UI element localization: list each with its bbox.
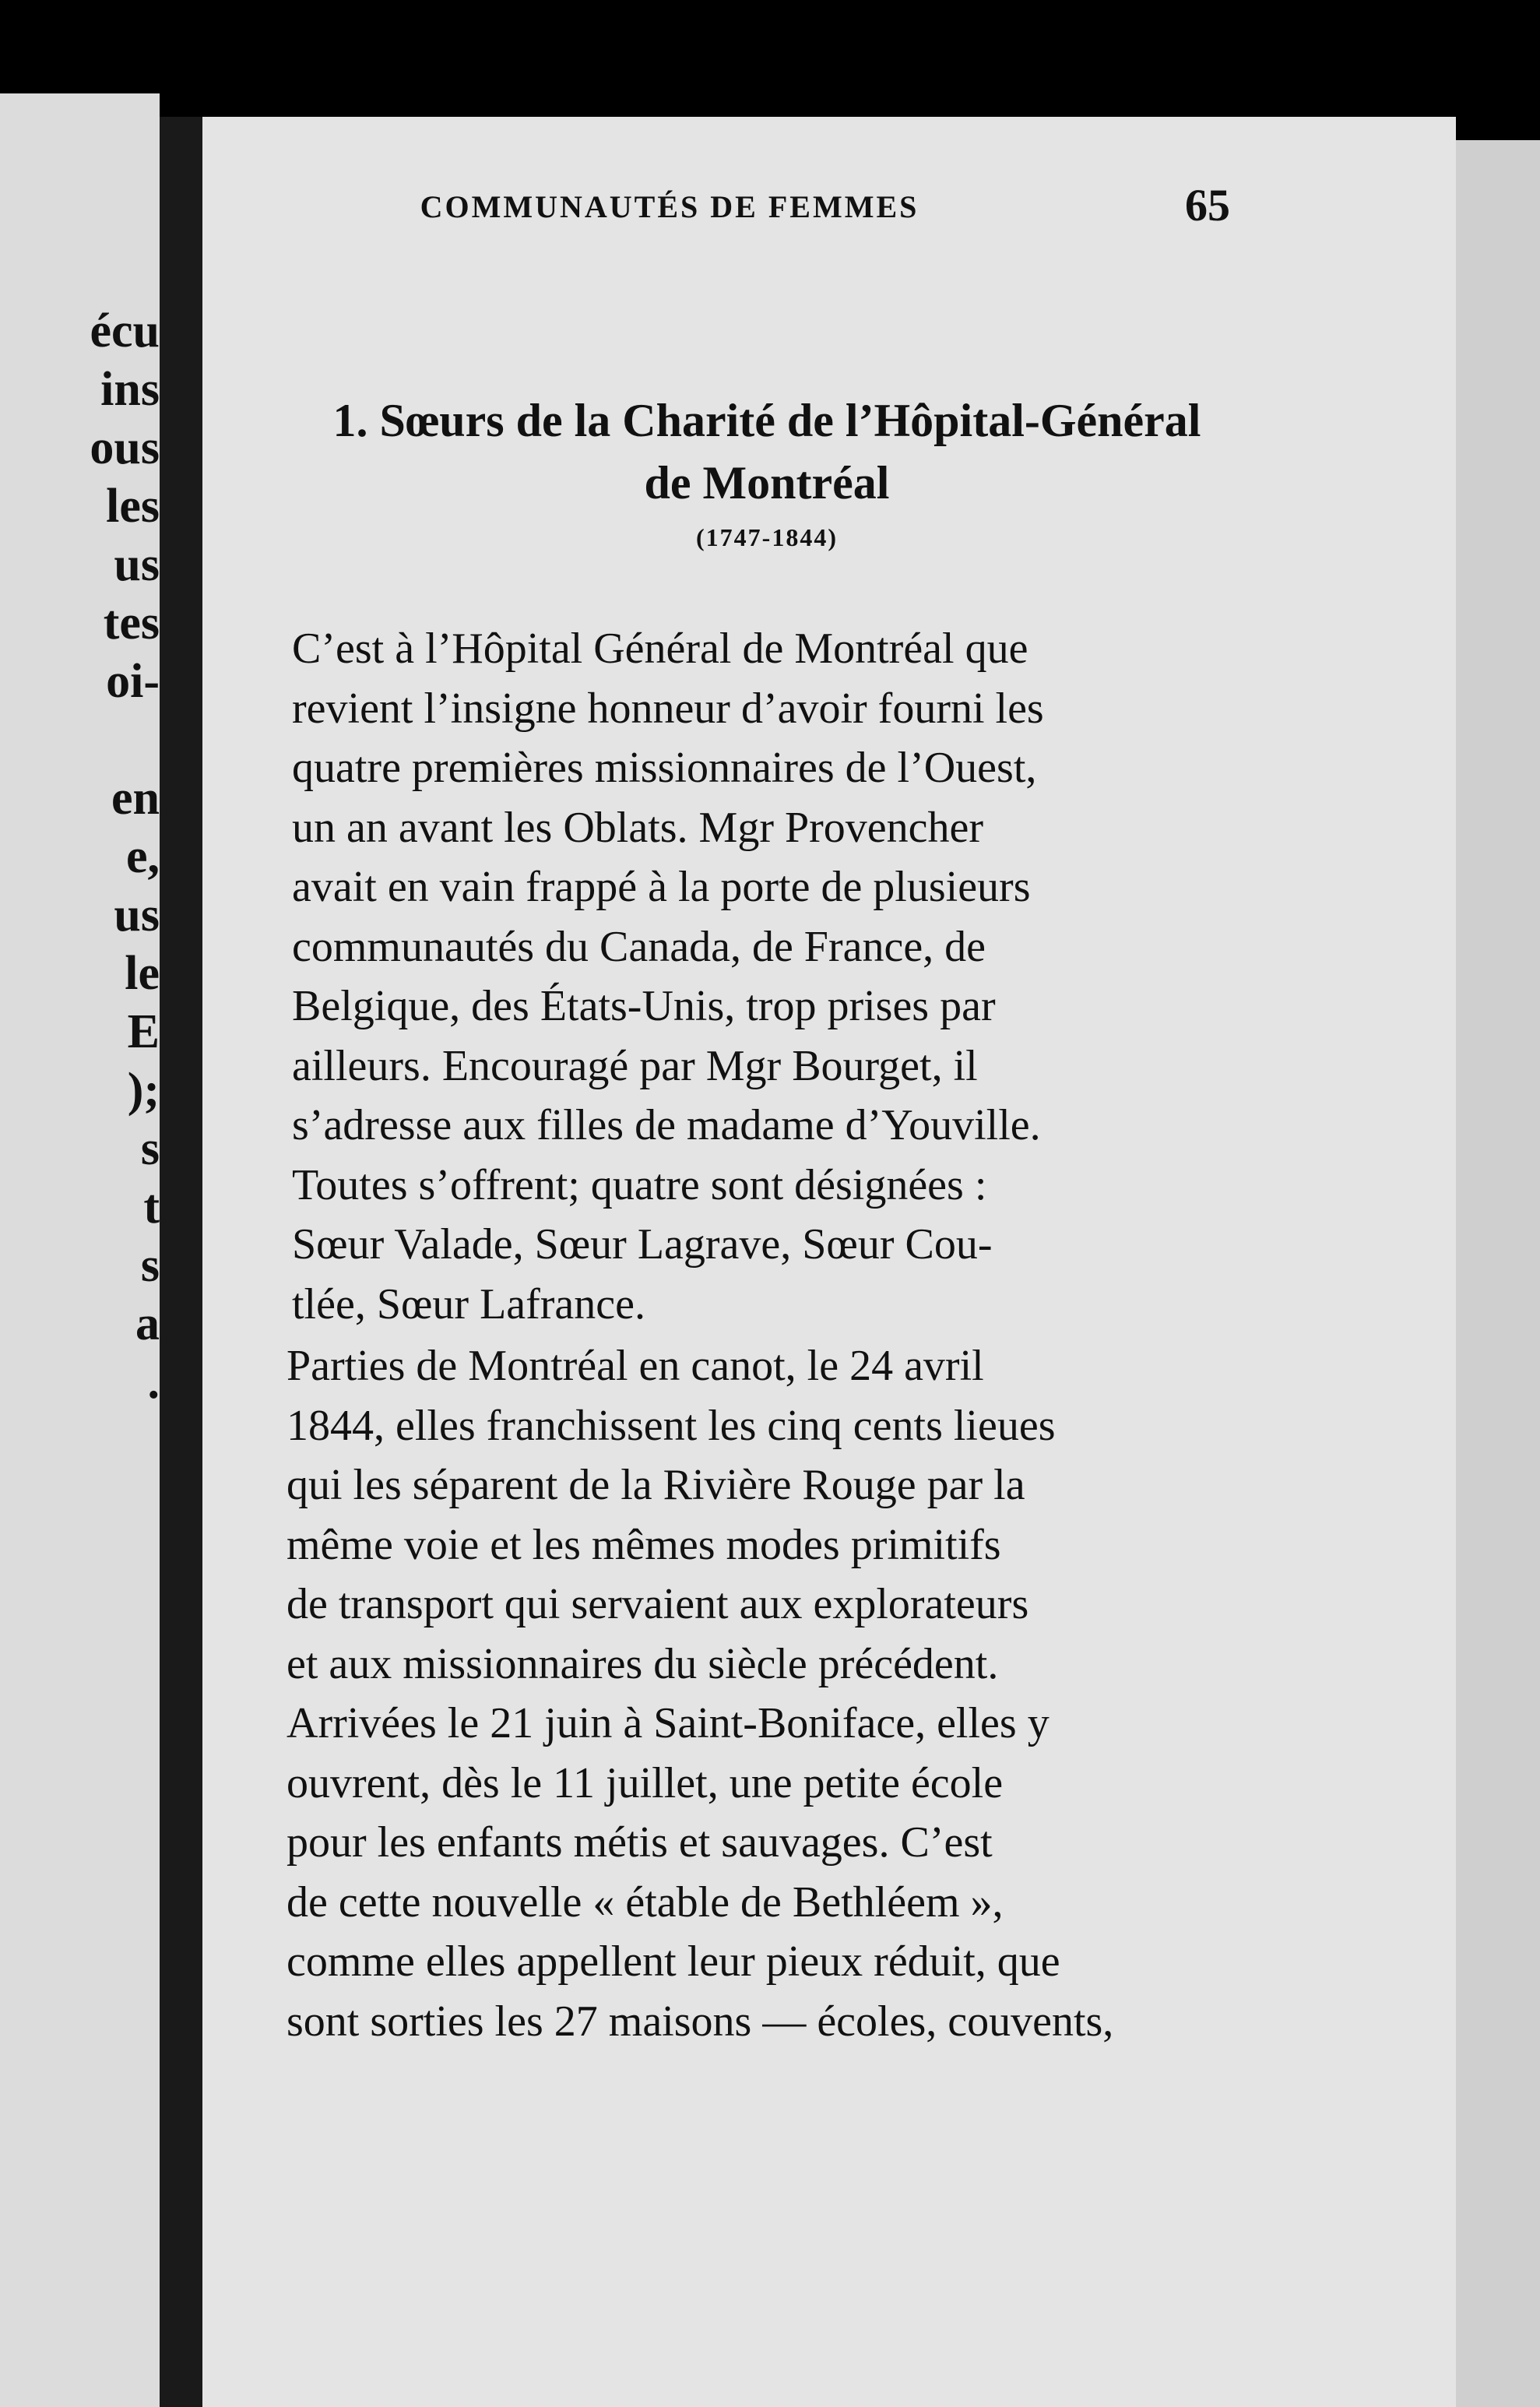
text-line: Belgique, des États-Unis, trop prises par — [292, 982, 996, 1030]
book-gutter — [160, 117, 202, 2407]
text-line: Sœur Valade, Sœur Lagrave, Sœur Cou- — [292, 1220, 993, 1269]
text-line: ouvrent, dès le 11 juillet, une petite école — [287, 1758, 1004, 1807]
running-head — [241, 179, 1230, 234]
text-line: Parties de Montréal en canot, le 24 avril — [287, 1342, 984, 1390]
text-line: Arrivées le 21 juin à Saint-Boniface, elles y — [287, 1699, 1050, 1747]
text-line: qui les séparent de la Rivière Rouge par la — [287, 1461, 1025, 1509]
page-edge — [1456, 140, 1540, 2407]
paragraph-1 — [292, 619, 1238, 1334]
chapter-dates: (1747-1844) — [696, 523, 838, 551]
text-line: même voie et les mêmes modes primitifs — [287, 1520, 1001, 1569]
facing-page-text-fragment: ); — [127, 1064, 160, 1117]
facing-page-text-fragment: oi- — [106, 655, 160, 708]
text-line: et aux missionnaires du siècle précédent. — [287, 1639, 999, 1688]
text-line: pour les enfants métis et sauvages. C’est — [287, 1818, 993, 1867]
text-line: avait en vain frappé à la porte de plusieurs — [292, 863, 1031, 911]
chapter-title-line-2: de Montréal — [644, 457, 890, 508]
paragraph-2 — [287, 1336, 1232, 2051]
text-line: Toutes s’offrent; quatre sont désignées : — [292, 1160, 987, 1209]
text-line: C’est à l’Hôpital Général de Montréal que — [292, 625, 1028, 673]
facing-page-text-fragment: en — [111, 772, 160, 825]
text-line: de transport qui servaient aux explorateurs — [287, 1580, 1029, 1628]
text-line: sont sorties les 27 maisons — écoles, couvents, — [287, 1997, 1114, 2046]
facing-page-text-fragment: us — [114, 538, 160, 591]
running-title: COMMUNAUTÉS DE FEMMES — [420, 189, 919, 224]
text-line: revient l’insigne honneur d’avoir fourni les — [292, 684, 1044, 733]
facing-page-text-fragment: E — [127, 1005, 160, 1058]
text-line: un an avant les Oblats. Mgr Provencher — [292, 803, 983, 852]
chapter-title-line-1: 1. Sœurs de la Charité de l’Hôpital-Général — [332, 395, 1201, 446]
text-line: de cette nouvelle « étable de Bethléem », — [287, 1877, 1004, 1927]
text-line: communautés du Canada, de France, de — [292, 922, 986, 971]
text-line: s’adresse aux filles de madame d’Youville. — [292, 1101, 1041, 1149]
facing-page-text-fragment: . — [147, 1356, 160, 1409]
facing-page-text-fragment: écu — [90, 304, 160, 357]
chapter-heading — [288, 389, 1246, 561]
facing-page-text-fragment: tes — [103, 596, 160, 649]
facing-page-fragment — [0, 93, 160, 2407]
page-number: 65 — [1185, 180, 1230, 230]
facing-page-text-fragment: e, — [125, 830, 160, 883]
facing-page-text-fragment: ins — [100, 363, 160, 416]
facing-page-text-fragment: s — [140, 1122, 160, 1175]
text-line: quatre premières missionnaires de l’Ouest, — [292, 744, 1037, 792]
facing-page-text-fragment: t — [143, 1181, 160, 1233]
facing-page-text-fragment: ous — [90, 421, 160, 474]
text-line: comme elles appellent leur pieux réduit, que — [287, 1937, 1060, 1986]
facing-page-text-fragment: s — [140, 1239, 160, 1292]
facing-page-text-fragment: a — [135, 1297, 160, 1350]
facing-page-text-fragment: le — [125, 947, 160, 1000]
facing-page-text-fragment: us — [114, 889, 160, 941]
text-line: tlée, Sœur Lafrance. — [292, 1279, 645, 1328]
text-line: ailleurs. Encouragé par Mgr Bourget, il — [292, 1041, 978, 1090]
text-line: 1844, elles franchissent les cinq cents lieues — [287, 1401, 1056, 1450]
facing-page-text-fragment: les — [106, 480, 160, 533]
